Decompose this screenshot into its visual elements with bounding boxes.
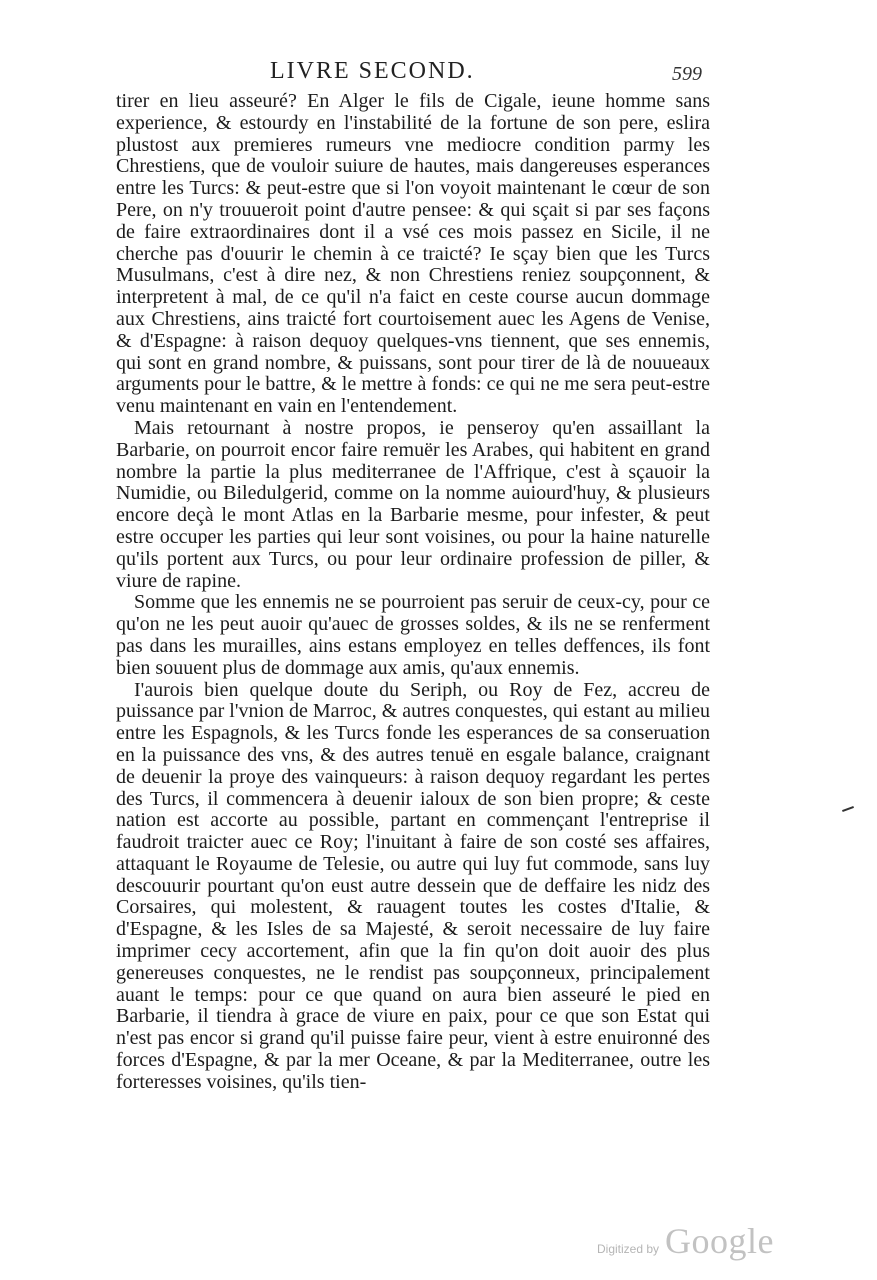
paragraph-4: I'aurois bien quelque doute du Seriph, ou Roy de Fez, accreu de puissance par l'vnion de Marroc, & autres conquestes, qui estant au milieu entre les Espagnols, & les Turcs fonde les esperances de sa conseruation en la puissance des vns, & des autres tenuë en esgale balance, craignant de deuenir la proye des vainqueurs: à raison dequoy regardant les pertes des Turcs, il commencera à deuenir ialoux de son bien propre; & ceste nation est accorte au possible, partant en commençant l'entreprise il faudroit traicter auec ce Roy; l'inuitant à faire de son costé ses affaires, attaquant le Royaume de Telesie, ou autre qui luy fut commode, sans luy descouurir pourtant qu'on eust autre dessein que de deffaire les nidz des Corsaires, qui molestent, & rauagent toutes les costes d'Italie, & d'Espagne, & les Isles de sa Majesté, & seroit necessaire de luy faire imprimer cecy accortement, afin que la fin qu'on doit auoir des plus genereuses conquestes, ne le rendist pas soupçonneux, principalement auant le temps: pour ce que quand on aura bien asseuré le pied en Barbarie, il tiendra à grace de viure en paix, pour ce que son Estat qui n'est pas encor si grand qu'il puisse faire peur, vient à estre enuironné des forces d'Espagne, & par la mer Oceane, & par la Mediterranee, outre les forteresses voisines, qu'ils tien-	[116, 678, 710, 1093]
digitization-watermark	[597, 1220, 774, 1262]
page-number: 599	[672, 63, 702, 85]
running-head: LIVRE SECOND.	[270, 58, 475, 84]
body-text	[116, 91, 710, 1094]
paragraph-3: Somme que les ennemis ne se pourroient pas seruir de ceux-cy, pour ce qu'on ne les peut auoir qu'auec de grosses soldes, & ils ne se renferment pas dans les murailles, ains estans employez en telles deffences, ils font bien souuent plus de dommage aux amis, qu'aux ennemis.	[116, 591, 710, 679]
paragraph-2: Mais retournant à nostre propos, ie penseroy qu'en assaillant la Barbarie, on pourroit encor faire remuër les Arabes, qui habitent en grand nombre la partie la plus mediterranee de l'Affrique, c'est à sçauoir la Numidie, ou Biledulgerid, comme on la nomme auiourd'huy, & plusieurs encore deçà le mont Atlas en la Barbarie mesme, pour infester, & peut estre occuper les parties qui leur sont voisines, ou pour la haine naturelle qu'ils portent aux Turcs, ou pour leur ordinaire profession de piller, & viure de rapine.	[116, 416, 710, 592]
paragraph-1: tirer en lieu asseuré? En Alger le fils de Cigale, ieune homme sans experience, & estourdy en l'instabilité de la fortune de son pere, eslira plustost aux premieres rumeurs vne mediocre condition parmy les Chrestiens, que de vouloir suiure de hautes, mais dangereuses esperances entre les Turcs: & peut-estre que si l'on voyoit maintenant le cœur de son Pere, on n'y trouueroit point d'autre pensee: & qui sçait si par ses façons de faire extraordinaires dont il a vsé ces mois passez en Sicile, il ne cherche pas d'ouurir le chemin à ce traicté? Ie sçay bien que les Turcs Musulmans, c'est à dire nez, & non Chrestiens reniez soupçonnent, & interpretent à mal, de ce qu'il n'a faict en ceste course aucun dommage aux Chrestiens, ains traicté fort courtoisement auec les Agens de Venise, & d'Espagne: à raison dequoy quelques-vns tiennent, que ses ennemis, qui sont en grand nombre, & puissans, sont pour tirer de là de nouueaux arguments pour le battre, & le mettre à fonds: ce qui ne me sera peut-estre venu maintenant en vain en l'entendement.	[116, 90, 710, 418]
google-logo: Google	[665, 1221, 775, 1261]
watermark-prefix: Digitized by	[597, 1242, 660, 1256]
margin-mark	[842, 806, 854, 812]
